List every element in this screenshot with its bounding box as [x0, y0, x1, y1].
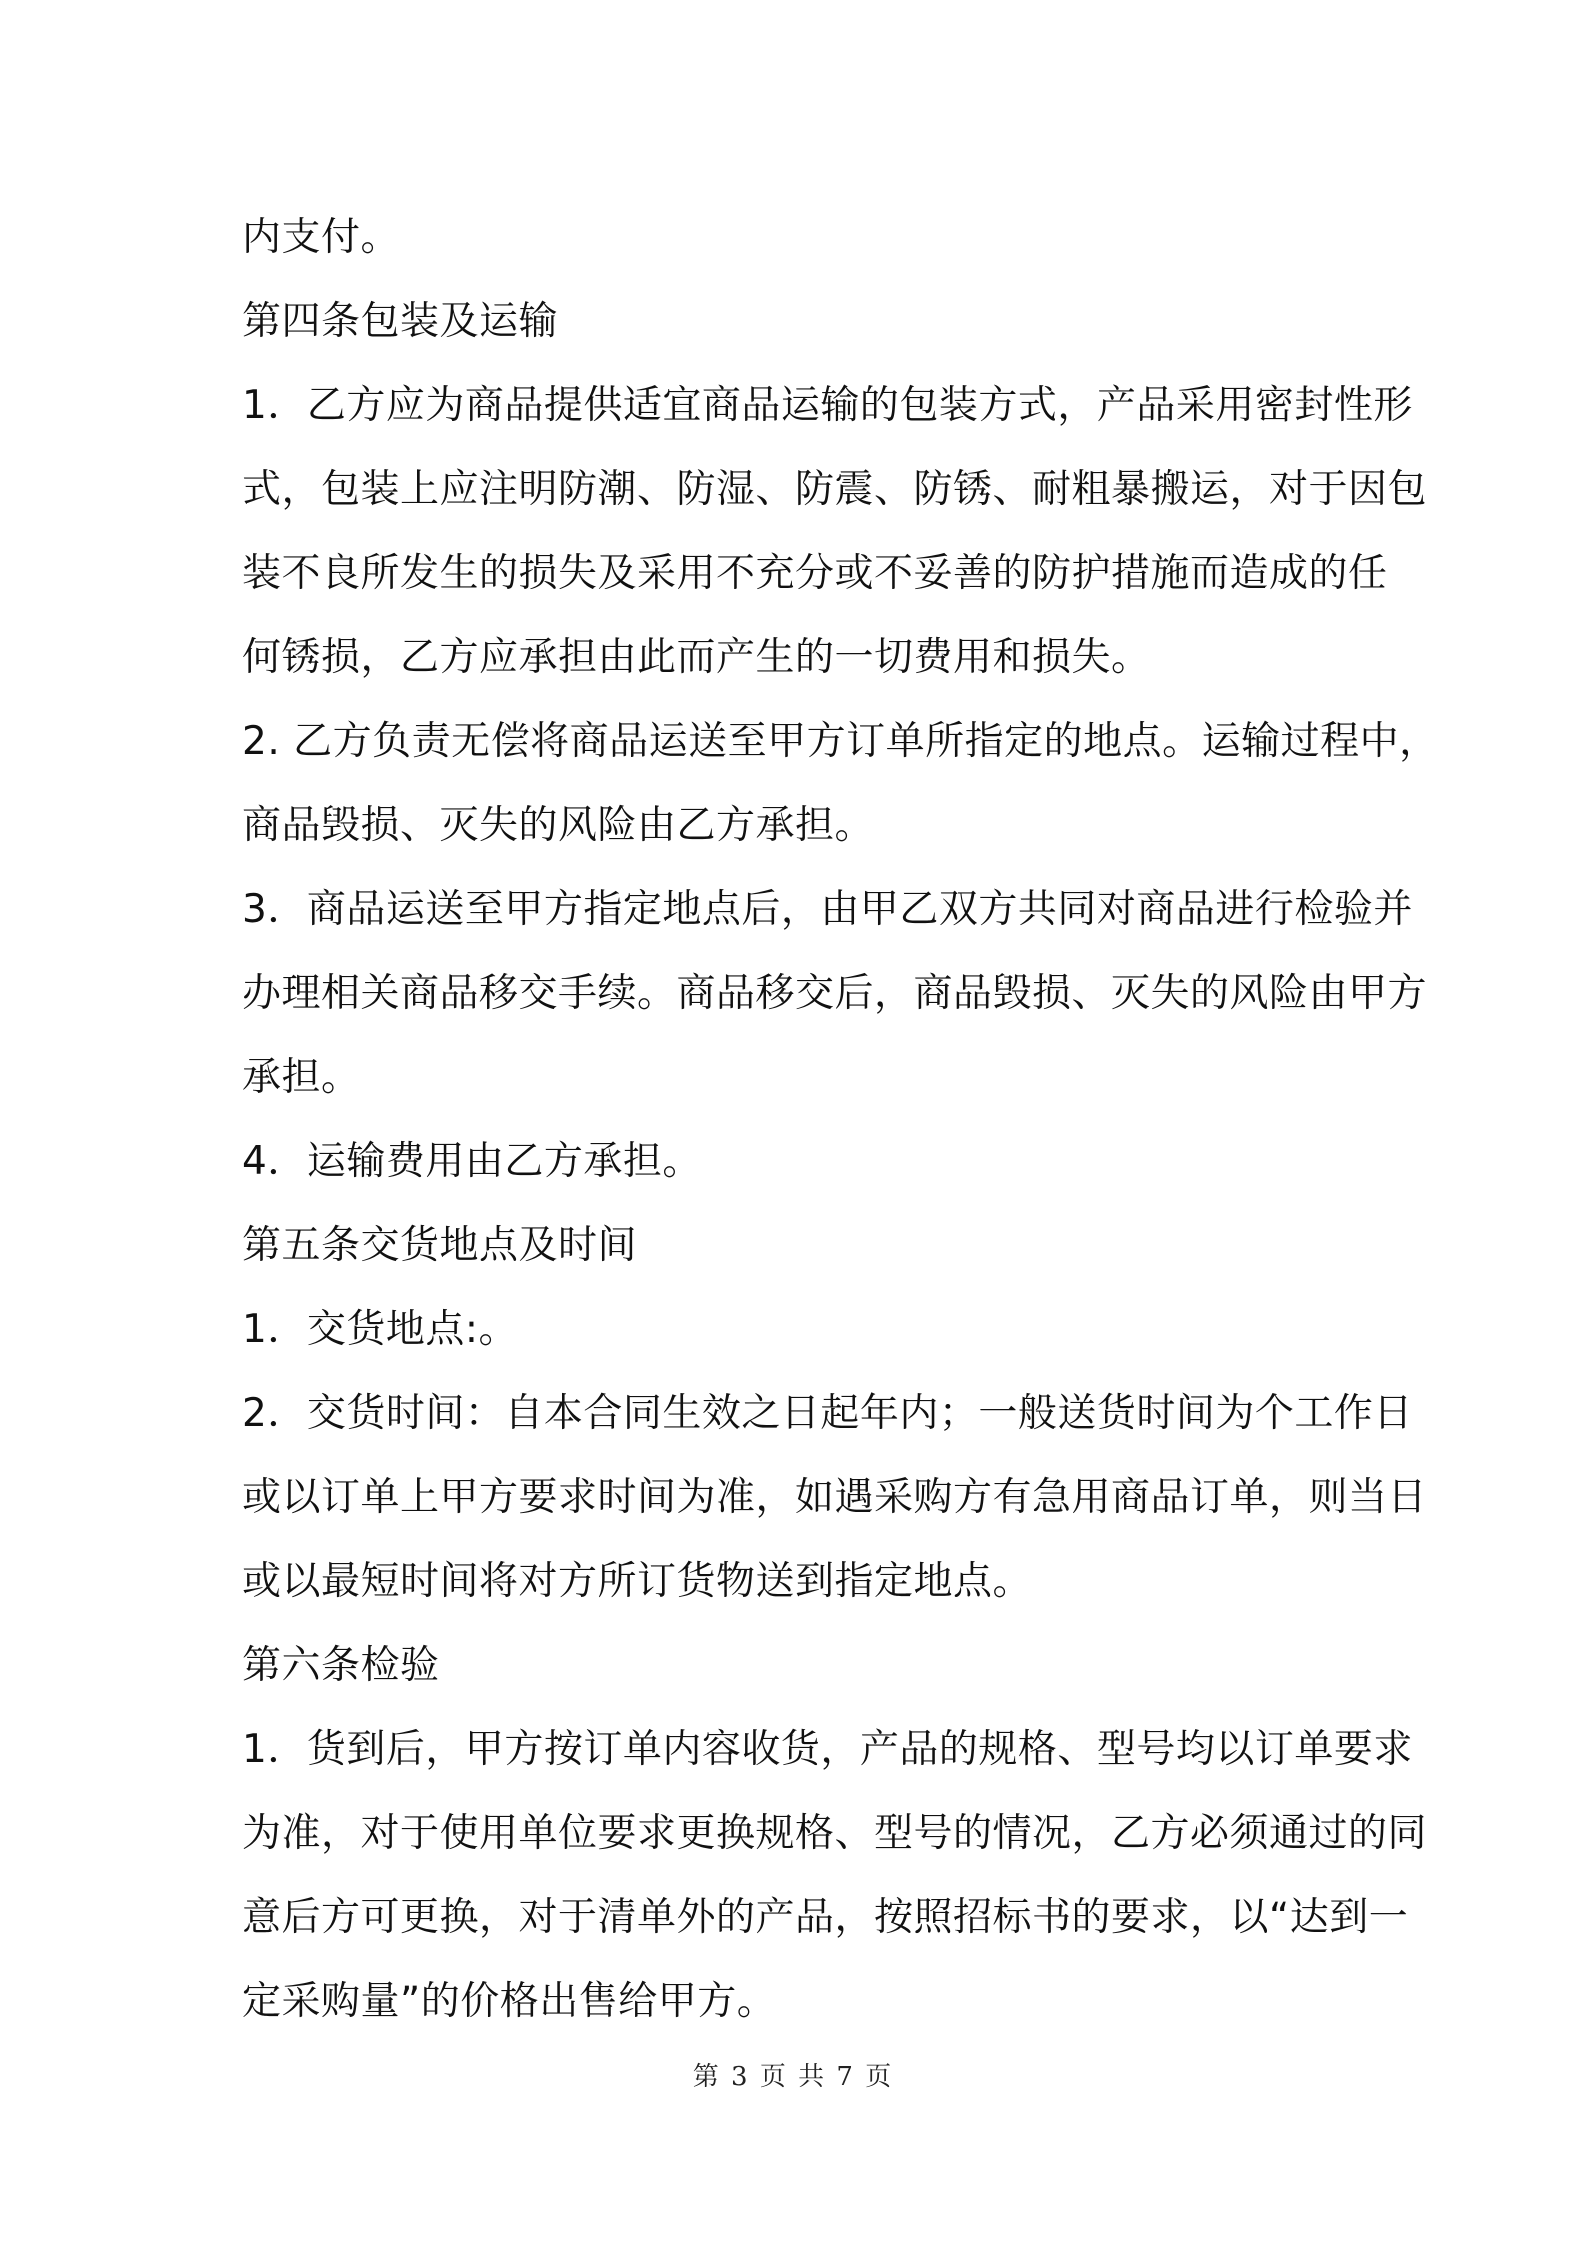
text-line: 装不良所发生的损失及采用不充分或不妥善的防护措施而造成的任	[242, 551, 1388, 596]
section-heading-delivery: 第五条交货地点及时间	[242, 1223, 638, 1268]
text-line: 何锈损，乙方应承担由此而产生的一切费用和损失。	[242, 635, 1151, 680]
text-line: 为准，对于使用单位要求更换规格、型号的情况，乙方必须通过的同	[242, 1811, 1428, 1856]
text-line: 2．交货时间：自本合同生效之日起年内；一般送货时间为个工作日	[242, 1391, 1413, 1436]
section-heading-packaging: 第四条包装及运输	[242, 299, 559, 344]
text-line: 或以最短时间将对方所订货物送到指定地点。	[242, 1559, 1033, 1604]
text-line: 内支付。	[242, 215, 401, 260]
text-line: 或以订单上甲方要求时间为准，如遇采购方有急用商品订单，则当日	[242, 1475, 1428, 1520]
text-line: 定采购量”的价格出售给甲方。	[242, 1979, 777, 2024]
text-line: 2. 乙方负责无偿将商品运送至甲方订单所指定的地点。运输过程中，	[242, 719, 1439, 764]
text-line: 4．运输费用由乙方承担。	[242, 1139, 702, 1184]
text-line: 1．乙方应为商品提供适宜商品运输的包装方式，产品采用密封性形	[242, 383, 1413, 428]
page-number: 第 3 页 共 7 页	[692, 2062, 894, 2092]
text-line: 办理相关商品移交手续。商品移交后，商品毁损、灭失的风险由甲方	[242, 971, 1428, 1016]
text-line: 商品毁损、灭失的风险由乙方承担。	[242, 803, 875, 848]
text-line: 3．商品运送至甲方指定地点后，由甲乙双方共同对商品进行检验并	[242, 887, 1413, 932]
text-line: 意后方可更换，对于清单外的产品，按照招标书的要求，以“达到一	[242, 1895, 1409, 1940]
text-line: 式，包装上应注明防潮、防湿、防震、防锈、耐粗暴搬运，对于因包	[242, 467, 1428, 512]
document-body	[242, 196, 1439, 2044]
text-line: 承担。	[242, 1055, 361, 1100]
text-line: 1．交货地点:。	[242, 1307, 518, 1352]
section-heading-inspection: 第六条检验	[242, 1643, 440, 1688]
text-line: 1．货到后，甲方按订单内容收货，产品的规格、型号均以订单要求	[242, 1727, 1413, 1772]
